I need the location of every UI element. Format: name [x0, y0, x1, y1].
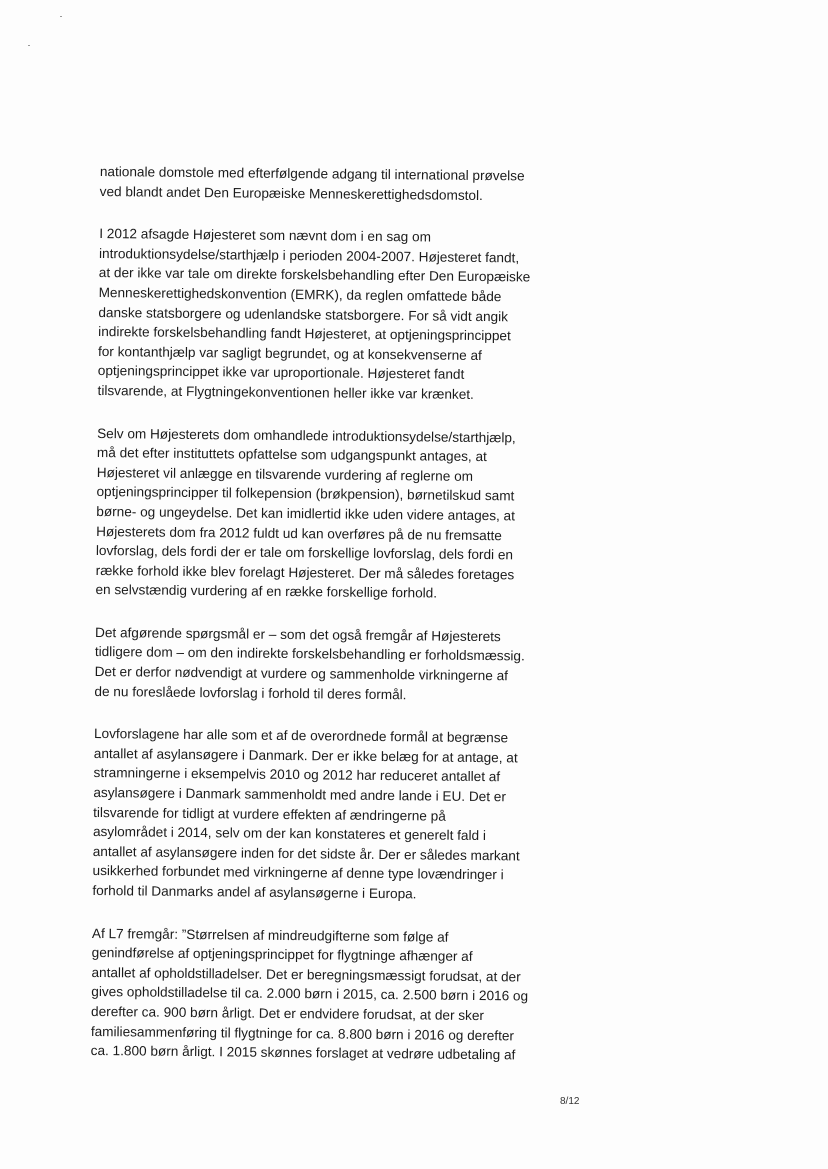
text-line: asylansøgere i Danmark sammenholdt med andre lande i EU. Det er — [93, 784, 507, 805]
text-line: indirekte forskelsbehandling fandt Højesteret, at optjeningsprincippet — [98, 324, 511, 344]
text-line: Det er derfor nødvendigt at vurdere og sammenholde virkningerne af — [94, 664, 509, 684]
text-line: tilsvarende, at Flygtningekonventionen heller ikke var krænket. — [97, 382, 474, 402]
text-line: tilsvarende for tidligt at vurdere effekten af ændringerne på — [93, 804, 446, 824]
text-line: familiesammenføring til flygtninge for ca. 8.800 børn i 2016 og derefter — [90, 1023, 515, 1043]
text-line: nationale domstole med efterfølgende adgang til international prøvelse — [99, 163, 525, 184]
text-line: Menneskerettighedskonvention (EMRK), da reglen omfattede både — [98, 284, 502, 305]
text-line: Lovforslagene har alle som et af de overordnede formål at begrænse — [93, 726, 509, 746]
text-line: ved blandt andet Den Europæiske Menneskerettighedsdomstol. — [99, 183, 483, 203]
document-body — [90, 162, 575, 1089]
text-line: antallet af asylansøgere i Danmark. Der er ikke belæg for at antage, at — [93, 745, 518, 766]
text-line: Det afgørende spørgsmål er – som det også fremgår af Højesterets — [94, 624, 501, 645]
text-line: en selvstændig vurdering af en række forskellige forhold. — [95, 582, 438, 601]
text-line: I 2012 afsagde Højesteret som nævnt dom i en sag om — [99, 226, 432, 245]
text-line: introduktionsydelse/starthjælp i perioden 2004-2007. Højesteret fandt, — [98, 245, 520, 266]
text-line: for kontanthjælp var sagligt begrundet, og at konsekvenserne af — [97, 343, 482, 363]
text-line: usikkerhed forbundet med virkningerne af denne type lovændringer i — [92, 863, 504, 883]
text-line: derefter ca. 900 børn årligt. Det er endvidere forudsat, at der sker — [91, 1003, 485, 1024]
text-line: må det efter instituttets opfattelse som udgangspunkt antages, at — [96, 445, 487, 465]
text-line: lovforslag, dels fordi der er tale om forskellige lovforslag, dels fordi en — [95, 543, 514, 563]
text-line: Selv om Højesterets dom omhandlede introduktionsydelse/starthjælp, — [97, 425, 516, 445]
text-line: danske statsborgere og udenlandske statsborgere. For så vidt angik — [98, 304, 509, 324]
paragraph — [95, 424, 572, 605]
paragraph — [94, 623, 570, 706]
text-line: forhold til Danmarks andel af asylansøgerne i Europa. — [92, 882, 417, 902]
text-line: antallet af asylansøgere inden for det sidste år. Der er således markant — [92, 843, 520, 864]
paragraph — [98, 224, 575, 405]
text-line: optjeningsprincipper til folkepension (brøkpension), børnetilskud samt — [96, 484, 515, 504]
text-line: gives opholdstilladelse til ca. 2.000 børn i 2015, ca. 2.500 børn i 2016 og — [91, 984, 529, 1004]
text-line: antallet af opholdstilladelser. Det er beregningsmæssigt forudsat, at der — [91, 964, 521, 985]
scan-speck — [28, 45, 30, 46]
text-line: ca. 1.800 børn årligt. I 2015 skønnes forslaget at vedrøre udbetaling af — [90, 1043, 516, 1063]
text-line: tidligere dom – om den indirekte forskelsbehandling er forholdsmæssig. — [94, 644, 525, 664]
text-line: de nu foreslåede lovforslag i forhold til deres formål. — [94, 683, 407, 702]
scan-speck — [60, 16, 62, 17]
text-line: at der ikke var tale om direkte forskelsbehandling efter Den Europæiske — [98, 265, 531, 285]
text-line: optjeningsprincippet ikke var uproportionale. Højesteret fandt — [97, 363, 465, 383]
text-line: Højesterets dom fra 2012 fuldt ud kan overføres på de nu fremsatte — [96, 523, 502, 543]
text-line: genindførelse af optjeningsprincippet for flygtninge afhænger af — [91, 945, 473, 965]
text-line: Højesteret vil anlægge en tilsvarende vurdering af reglerne om — [96, 464, 474, 484]
paragraph — [92, 724, 569, 905]
text-line: børne- og ungeydelse. Det kan imidlertid ikke uden videre antages, at — [96, 503, 516, 524]
paragraph — [100, 162, 575, 206]
text-line: Af L7 fremgår: ”Størrelsen af mindreudgifterne som følge af — [91, 925, 449, 945]
text-line: række forhold ikke blev forelagt Højesteret. Der må således foretages — [95, 562, 515, 583]
text-line: asylområdet i 2014, selv om der kan konstateres et generelt fald i — [92, 824, 486, 844]
paragraph — [91, 924, 567, 1066]
text-line: stramningerne i eksempelvis 2010 og 2012 har reduceret antallet af — [93, 765, 501, 785]
page-number: 8/12 — [560, 1096, 580, 1107]
